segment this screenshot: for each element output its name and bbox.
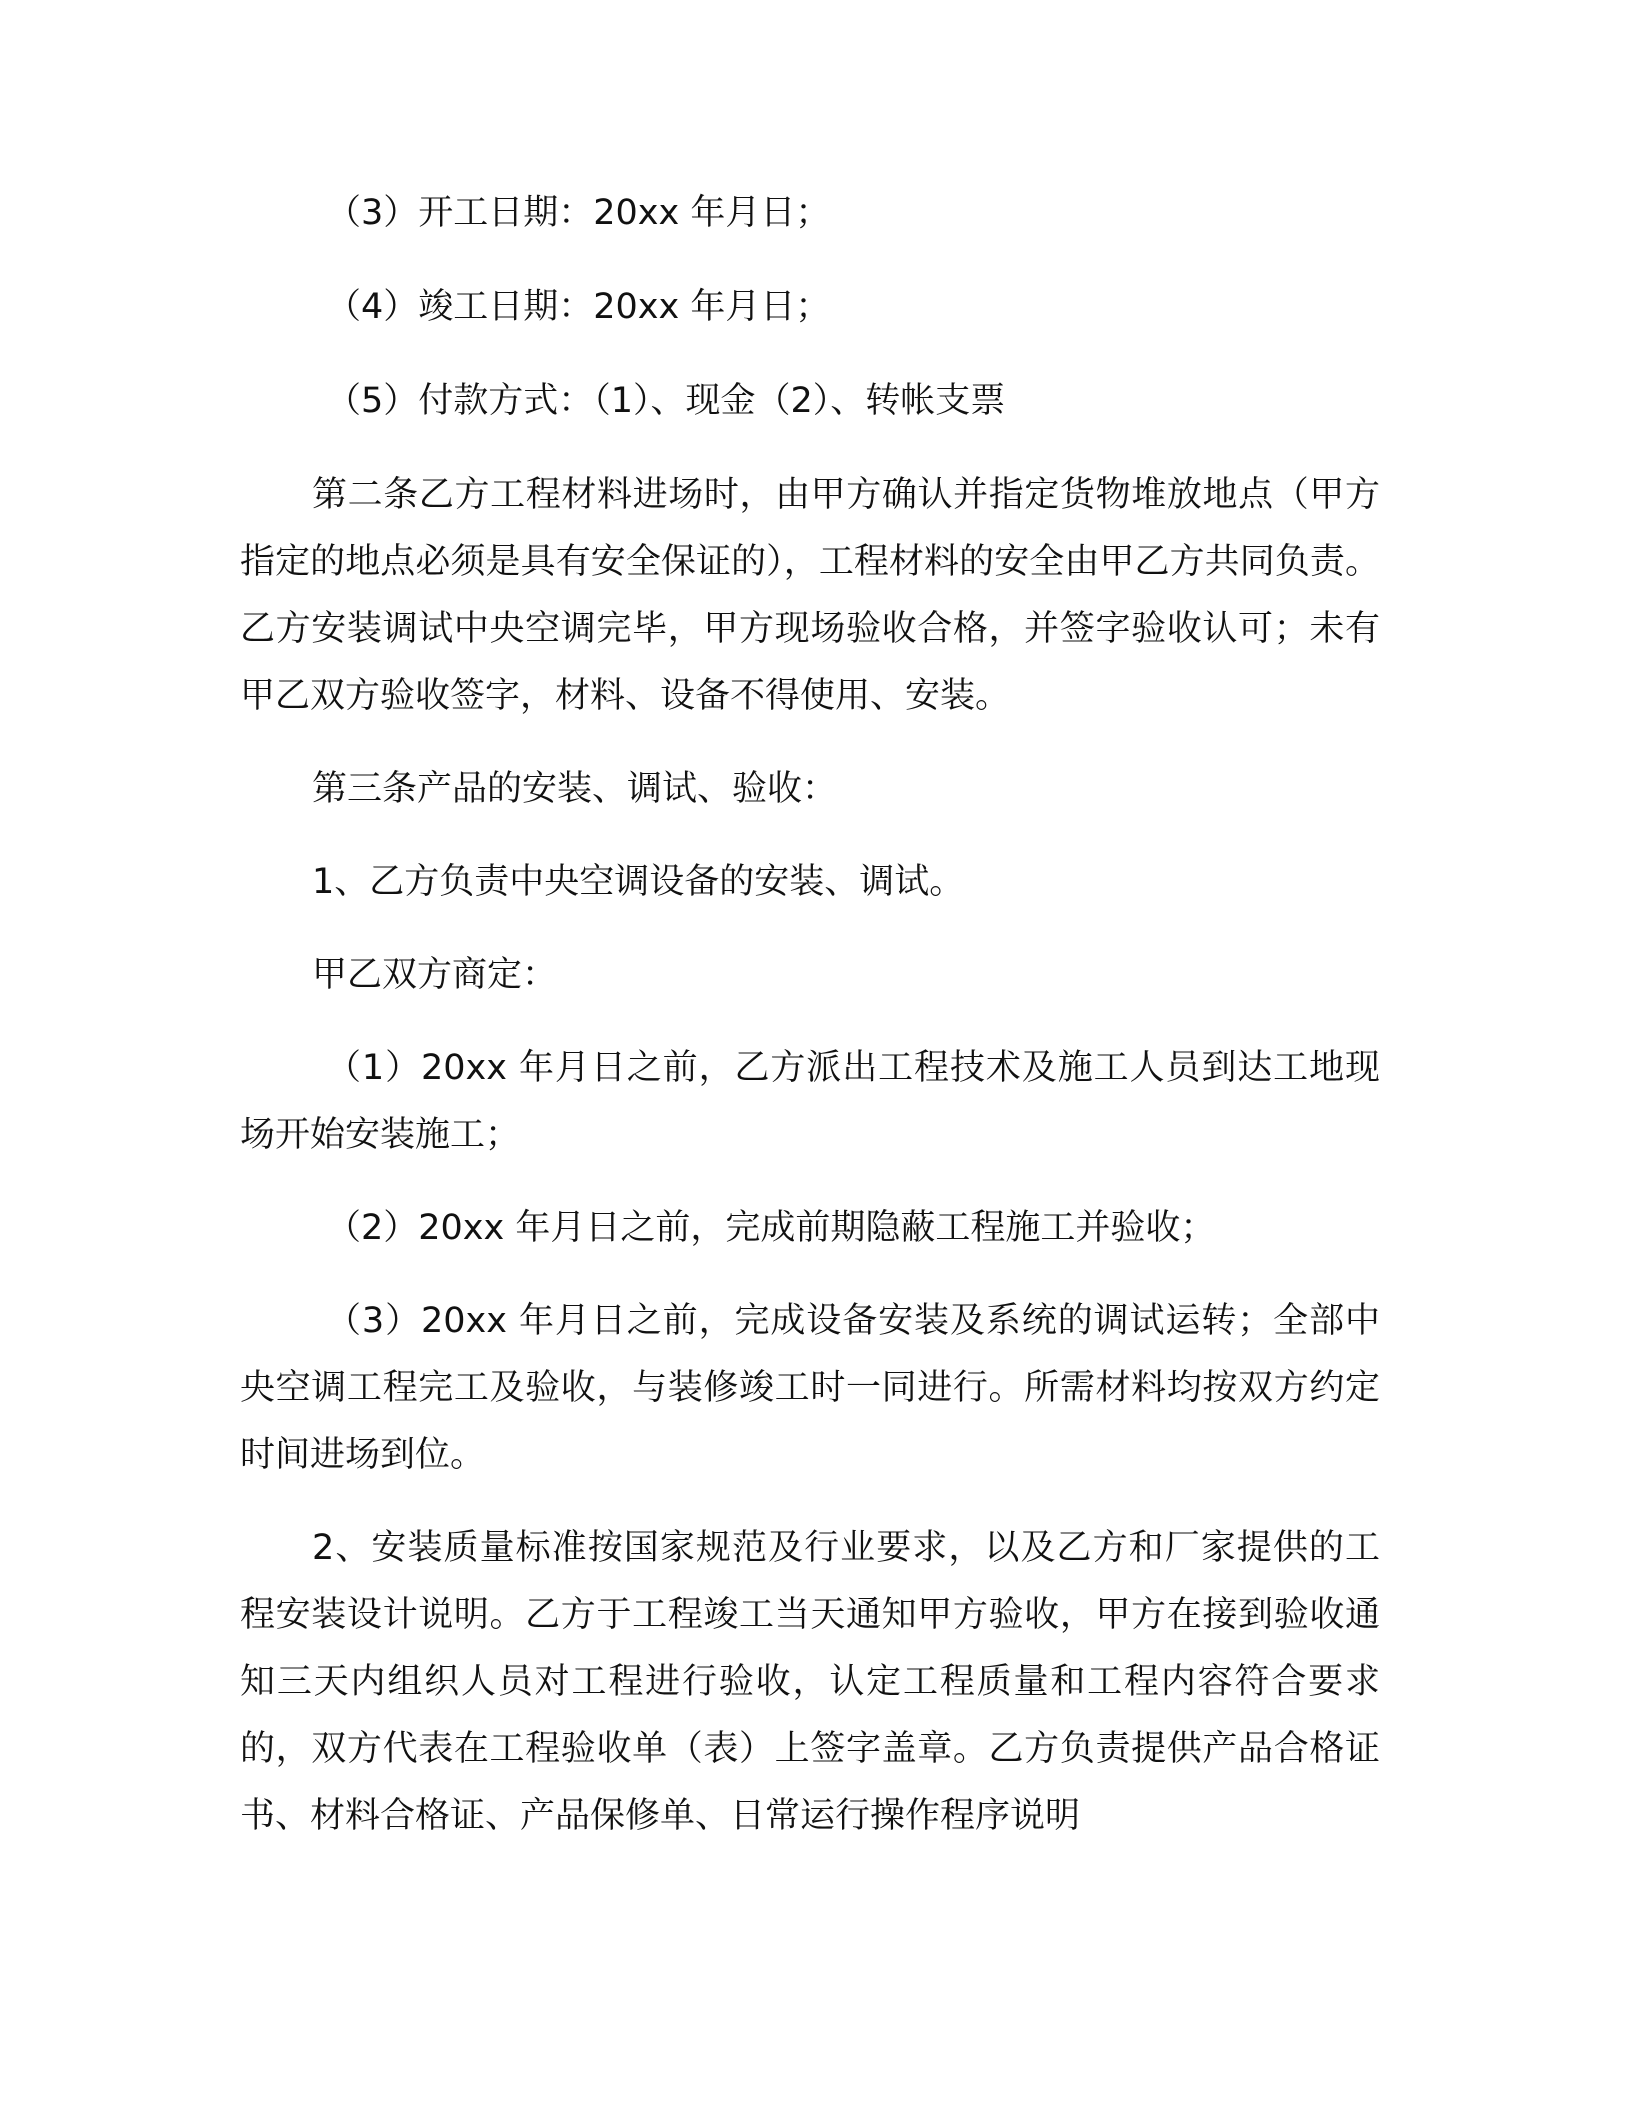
schedule-item-2: （2）20xx 年月日之前，完成前期隐蔽工程施工并验收；: [326, 1208, 1216, 1248]
clause-one: 1、乙方负责中央空调设备的安装、调试。: [312, 862, 965, 902]
item-start-date: （3）开工日期：20xx 年月日；: [326, 193, 831, 233]
clause-two: 2、安装质量标准按国家规范及行业要求，以及乙方和厂家提供的工程安装设计说明。乙方于工程竣工当天通知甲方验收，甲方在接到验收通知三天内组织人员对工程进行验收，认定工程质量和工程内容符合要求的，双方代表在工程验收单（表）上签字盖章。乙方负责提供产品合格证书、材料合格证、产品保修单、日常运行操作程序说明: [240, 1528, 1380, 1836]
article-three-heading: 第三条产品的安装、调试、验收：: [312, 769, 838, 809]
schedule-item-3: （3）20xx 年月日之前，完成设备安装及系统的调试运转；全部中央空调工程完工及验收，与装修竣工时一同进行。所需材料均按双方约定时间进场到位。: [240, 1301, 1380, 1475]
item-payment-method: （5）付款方式：（1）、现金（2）、转帐支票: [326, 381, 1006, 421]
article-two-paragraph: 第二条乙方工程材料进场时，由甲方确认并指定货物堆放地点（甲方指定的地点必须是具有安全保证的），工程材料的安全由甲乙方共同负责。乙方安装调试中央空调完毕，甲方现场验收合格，并签字验收认可；未有甲乙双方验收签字，材料、设备不得使用、安装。: [240, 475, 1380, 716]
schedule-item-1: （1）20xx 年月日之前，乙方派出工程技术及施工人员到达工地现场开始安装施工；: [240, 1048, 1380, 1155]
document-page: [240, 180, 1380, 1876]
item-completion-date: （4）竣工日期：20xx 年月日；: [326, 287, 831, 327]
agreement-heading: 甲乙双方商定：: [312, 955, 558, 995]
